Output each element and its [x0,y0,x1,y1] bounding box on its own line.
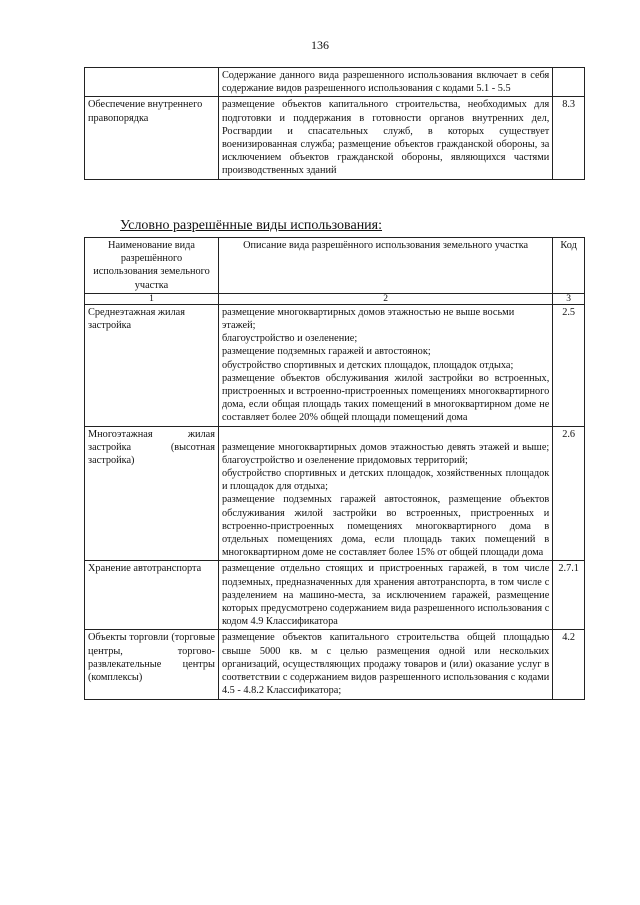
description-paragraph: размещение объектов капитального строительства, необходимых для подготовки и поддержания в готовности органов внутренних дел, Росгвардии и спасательных служб, в которых существует военизированная служба; размещение объектов гражданской обороны, за исключением объектов гражданской обороны, являющихся частями производственных зданий [221,99,550,177]
row-name: Объекты торговли (торговые центры, торгово-развлекательные центры (комплексы) [85,630,219,699]
description-paragraph: размещение подземных гаражей автостоянок, размещение объектов обслуживания жилой застройки во встроенных, пристроенных и встроенно-пристроенных помещениях многоквартирного дома в отдельных помещениях дома, если площадь таких помещений в многоквартирном доме не составляет более 15% от общей площади дома [221,494,550,559]
table-row [85,630,585,699]
row-name: Обеспечение внутреннего правопорядка [85,97,219,179]
row-description [218,630,552,699]
description-paragraph: размещение многоквартирных домов этажностью не выше восьми этажей; [221,306,515,332]
row-code: 2.6 [553,426,585,561]
column-number-row [85,293,585,304]
header-row [85,238,585,294]
table-row [85,68,585,97]
row-code: 2.5 [553,304,585,426]
table-row [85,304,585,426]
header-name: Наименование вида разрешённого использования земельного участка [85,238,219,294]
description-paragraph: размещение отдельно стоящих и пристроенных гаражей, в том числе подземных, предназначенных для хранения автотранспорта, в том числе с разделением на машино-места, за исключением гаражей, размещение которых предусмотрено содержанием вида разрешенного использования с кодом 4.9 Классификатора [221,563,550,628]
description-paragraph: Содержание данного вида разрешенного использования включает в себя содержание видов разрешенного использования с кодами 5.1 - 5.5 [221,70,550,95]
row-code: 4.2 [553,630,585,699]
row-description [218,561,552,630]
table-row [85,97,585,179]
table-row [85,426,585,561]
row-description [218,426,552,561]
description-paragraph: размещение подземных гаражей и автостоянок; [221,346,431,358]
row-name: Многоэтажная жилая застройка (высотная застройка) [85,426,219,561]
row-code: 2.7.1 [553,561,585,630]
main-table [84,237,585,700]
description-paragraph: размещение многоквартирных домов этажностью девять этажей и выше; благоустройство и озеленение придомовых территорий; [221,441,550,466]
row-code: 8.3 [553,97,585,179]
table-row [85,561,585,630]
description-paragraph: размещение объектов обслуживания жилой застройки во встроенных, пристроенных и встроенно-пристроенных помещениях многоквартирного дома, если общая площадь таких помещений в многоквартирном доме не составляет более 20% общей площади помещений дома [221,372,550,424]
row-description [218,68,552,97]
row-description [218,304,552,426]
row-name: Хранение автотранспорта [85,561,219,630]
page-number: 136 [311,38,329,52]
row-name [85,68,219,97]
row-name: Среднеэтажная жилая застройка [85,304,219,426]
column-number: 2 [218,293,552,304]
row-description [218,97,552,179]
header-code: Код [553,238,585,294]
column-number: 1 [85,293,219,304]
section-heading: Условно разрешённые виды использования: [120,218,383,233]
description-paragraph: размещение объектов капитального строительства общей площадью свыше 5000 кв. м с целью размещения одной или нескольких организаций, осуществляющих продажу товаров и (или) оказание услуг в соответствии с содержанием видов разрешенного использования с кодами 4.5 - 4.8.2 Классификатора; [221,632,550,697]
column-number: 3 [553,293,585,304]
row-code [553,68,585,97]
description-paragraph: обустройство спортивных и детских площадок, хозяйственных площадок и площадок для отдыха; [221,468,550,493]
header-description: Описание вида разрешённого использования земельного участка [218,238,552,294]
description-paragraph: обустройство спортивных и детских площадок, площадок отдыха; [221,359,514,371]
top-table [84,67,585,180]
description-paragraph: благоустройство и озеленение; [221,333,358,345]
